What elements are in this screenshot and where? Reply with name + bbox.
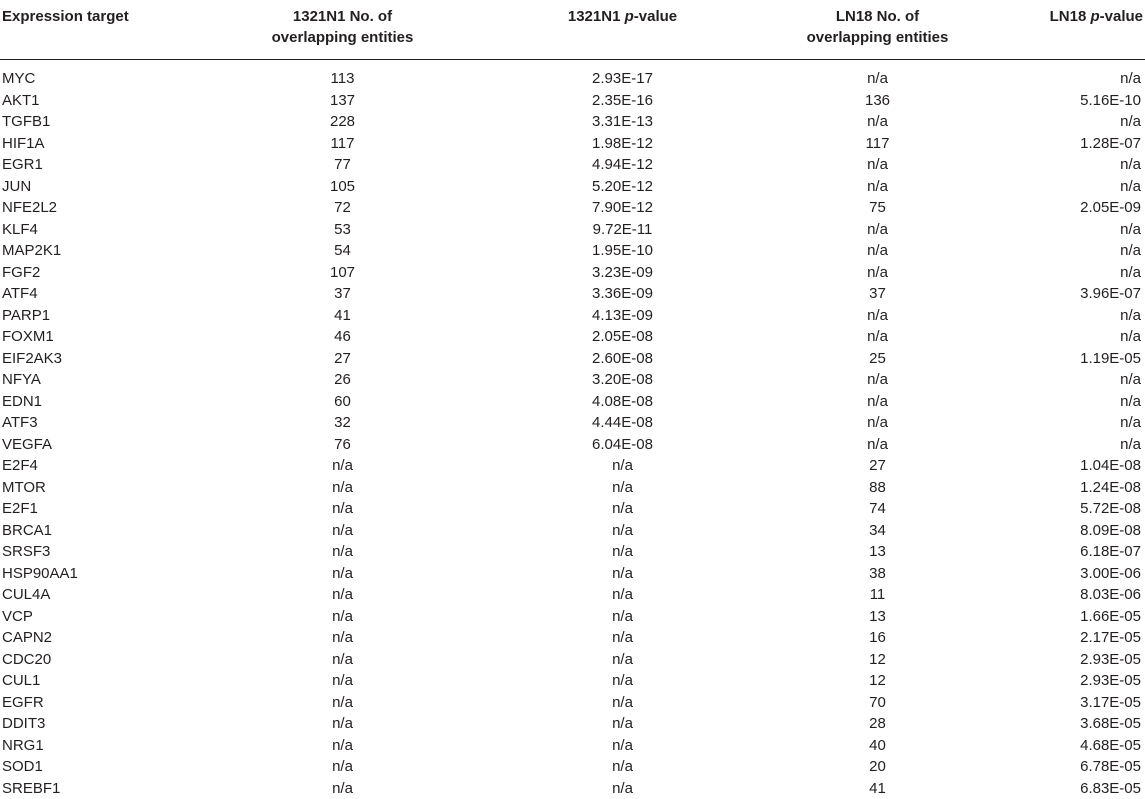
table-row [0,176,1145,198]
cell-ln18-count: 37 [750,283,1005,305]
cell-1321n1-pvalue: 1.95E-10 [495,240,750,262]
header-ln18-count [750,0,1005,60]
cell-ln18-count: 117 [750,133,1005,155]
cell-expression-target: VCP [0,606,190,628]
cell-ln18-pvalue: 1.24E-08 [1005,477,1145,499]
cell-expression-target: EGFR [0,692,190,714]
cell-ln18-pvalue: 1.04E-08 [1005,455,1145,477]
cell-ln18-count: n/a [750,391,1005,413]
cell-ln18-count: 12 [750,670,1005,692]
table-row [0,90,1145,112]
cell-1321n1-count: 117 [190,133,495,155]
cell-1321n1-pvalue: 3.20E-08 [495,369,750,391]
cell-1321n1-pvalue: n/a [495,756,750,778]
cell-ln18-pvalue: n/a [1005,219,1145,241]
cell-1321n1-count: 113 [190,60,495,90]
cell-expression-target: MTOR [0,477,190,499]
cell-ln18-pvalue: 1.19E-05 [1005,348,1145,370]
cell-1321n1-count: n/a [190,606,495,628]
cell-expression-target: ATF3 [0,412,190,434]
table-row [0,60,1145,90]
cell-expression-target: DDIT3 [0,713,190,735]
table-row [0,283,1145,305]
table-row [0,133,1145,155]
table-row [0,477,1145,499]
cell-1321n1-count: n/a [190,692,495,714]
table-body [0,60,1145,799]
cell-ln18-count: n/a [750,305,1005,327]
cell-1321n1-pvalue: 2.93E-17 [495,60,750,90]
cell-ln18-count: n/a [750,434,1005,456]
table-row [0,520,1145,542]
header-ln18-pvalue: LN18 p-value [1005,0,1145,60]
table-row [0,455,1145,477]
cell-1321n1-pvalue: 4.08E-08 [495,391,750,413]
cell-expression-target: E2F1 [0,498,190,520]
cell-1321n1-count: n/a [190,455,495,477]
cell-ln18-count: 88 [750,477,1005,499]
table-row [0,262,1145,284]
cell-ln18-count: 11 [750,584,1005,606]
cell-1321n1-pvalue: n/a [495,520,750,542]
cell-expression-target: EGR1 [0,154,190,176]
cell-ln18-pvalue: 8.03E-06 [1005,584,1145,606]
cell-1321n1-count: n/a [190,584,495,606]
table-row [0,778,1145,799]
cell-1321n1-pvalue: n/a [495,778,750,799]
cell-1321n1-pvalue: 7.90E-12 [495,197,750,219]
cell-ln18-pvalue: 3.96E-07 [1005,283,1145,305]
cell-ln18-pvalue: 3.68E-05 [1005,713,1145,735]
table-row [0,606,1145,628]
cell-expression-target: SREBF1 [0,778,190,799]
cell-1321n1-count: n/a [190,541,495,563]
table-row [0,756,1145,778]
table-row [0,713,1145,735]
cell-ln18-count: 20 [750,756,1005,778]
table-row [0,434,1145,456]
cell-1321n1-count: n/a [190,778,495,799]
cell-expression-target: KLF4 [0,219,190,241]
cell-1321n1-count: 53 [190,219,495,241]
cell-1321n1-count: 26 [190,369,495,391]
cell-1321n1-pvalue: 1.98E-12 [495,133,750,155]
cell-ln18-count: 16 [750,627,1005,649]
cell-ln18-count: n/a [750,154,1005,176]
cell-ln18-count: 74 [750,498,1005,520]
cell-1321n1-count: 77 [190,154,495,176]
cell-expression-target: JUN [0,176,190,198]
cell-ln18-pvalue: 5.16E-10 [1005,90,1145,112]
cell-ln18-pvalue: 2.93E-05 [1005,649,1145,671]
cell-1321n1-pvalue: 4.44E-08 [495,412,750,434]
cell-1321n1-pvalue: 5.20E-12 [495,176,750,198]
cell-ln18-count: n/a [750,262,1005,284]
cell-expression-target: HIF1A [0,133,190,155]
table-row [0,111,1145,133]
cell-ln18-count: 13 [750,541,1005,563]
cell-1321n1-pvalue: n/a [495,477,750,499]
cell-1321n1-count: 32 [190,412,495,434]
cell-expression-target: NFYA [0,369,190,391]
cell-ln18-count: n/a [750,369,1005,391]
cell-1321n1-pvalue: n/a [495,713,750,735]
cell-expression-target: NFE2L2 [0,197,190,219]
cell-1321n1-count: 105 [190,176,495,198]
cell-ln18-pvalue: 8.09E-08 [1005,520,1145,542]
cell-ln18-count: 34 [750,520,1005,542]
cell-1321n1-pvalue: 3.31E-13 [495,111,750,133]
cell-1321n1-count: n/a [190,756,495,778]
cell-1321n1-pvalue: n/a [495,584,750,606]
cell-ln18-pvalue: n/a [1005,434,1145,456]
cell-1321n1-pvalue: 3.23E-09 [495,262,750,284]
cell-expression-target: HSP90AA1 [0,563,190,585]
table-row [0,305,1145,327]
cell-ln18-pvalue: 4.68E-05 [1005,735,1145,757]
cell-ln18-pvalue: n/a [1005,111,1145,133]
cell-expression-target: FOXM1 [0,326,190,348]
cell-1321n1-count: 107 [190,262,495,284]
cell-1321n1-count: 76 [190,434,495,456]
header-row [0,0,1145,60]
table-row [0,412,1145,434]
cell-1321n1-pvalue: n/a [495,692,750,714]
cell-ln18-pvalue: n/a [1005,60,1145,90]
cell-1321n1-pvalue: 3.36E-09 [495,283,750,305]
cell-1321n1-pvalue: 9.72E-11 [495,219,750,241]
cell-ln18-count: 12 [750,649,1005,671]
cell-ln18-pvalue: n/a [1005,305,1145,327]
cell-1321n1-pvalue: n/a [495,649,750,671]
cell-expression-target: PARP1 [0,305,190,327]
cell-1321n1-count: n/a [190,520,495,542]
cell-expression-target: MYC [0,60,190,90]
cell-ln18-count: 40 [750,735,1005,757]
cell-ln18-pvalue: n/a [1005,391,1145,413]
cell-expression-target: AKT1 [0,90,190,112]
cell-ln18-count: n/a [750,176,1005,198]
cell-expression-target: SOD1 [0,756,190,778]
header-1321n1-count [190,0,495,60]
cell-1321n1-pvalue: 2.60E-08 [495,348,750,370]
table-row [0,692,1145,714]
cell-1321n1-pvalue: n/a [495,455,750,477]
header-expression-target: Expression target [0,0,190,60]
header-ln18-count-line1: LN18 No. of [750,6,1005,27]
cell-1321n1-pvalue: n/a [495,606,750,628]
cell-expression-target: EDN1 [0,391,190,413]
cell-expression-target: E2F4 [0,455,190,477]
table-row [0,154,1145,176]
header-1321n1-count-line1: 1321N1 No. of [190,6,495,27]
header-1321n1-pvalue: 1321N1 p-value [495,0,750,60]
table-row [0,649,1145,671]
cell-ln18-pvalue: n/a [1005,240,1145,262]
table-row [0,219,1145,241]
cell-1321n1-pvalue: n/a [495,498,750,520]
table-row [0,584,1145,606]
cell-ln18-pvalue: 2.17E-05 [1005,627,1145,649]
cell-ln18-pvalue: 3.00E-06 [1005,563,1145,585]
cell-expression-target: MAP2K1 [0,240,190,262]
cell-ln18-pvalue: 6.18E-07 [1005,541,1145,563]
cell-ln18-count: 136 [750,90,1005,112]
cell-ln18-pvalue: n/a [1005,412,1145,434]
cell-1321n1-count: 37 [190,283,495,305]
cell-ln18-pvalue: n/a [1005,176,1145,198]
cell-ln18-count: 27 [750,455,1005,477]
table-row [0,498,1145,520]
cell-1321n1-count: n/a [190,627,495,649]
cell-ln18-count: 25 [750,348,1005,370]
cell-ln18-count: n/a [750,412,1005,434]
cell-1321n1-count: n/a [190,477,495,499]
cell-1321n1-count: 54 [190,240,495,262]
cell-ln18-pvalue: 2.05E-09 [1005,197,1145,219]
header-1321n1-count-line2: overlapping entities [190,27,495,48]
cell-1321n1-count: n/a [190,649,495,671]
cell-expression-target: BRCA1 [0,520,190,542]
cell-ln18-count: n/a [750,219,1005,241]
cell-ln18-count: 70 [750,692,1005,714]
cell-expression-target: TGFB1 [0,111,190,133]
table-row [0,670,1145,692]
cell-ln18-pvalue: n/a [1005,369,1145,391]
table-row [0,348,1145,370]
cell-1321n1-pvalue: n/a [495,563,750,585]
cell-ln18-pvalue: n/a [1005,154,1145,176]
cell-1321n1-pvalue: 2.35E-16 [495,90,750,112]
cell-1321n1-pvalue: n/a [495,627,750,649]
cell-1321n1-pvalue: n/a [495,735,750,757]
cell-ln18-pvalue: 5.72E-08 [1005,498,1145,520]
cell-ln18-pvalue: 3.17E-05 [1005,692,1145,714]
cell-ln18-count: 28 [750,713,1005,735]
cell-1321n1-count: 27 [190,348,495,370]
cell-ln18-pvalue: n/a [1005,262,1145,284]
cell-expression-target: CUL1 [0,670,190,692]
cell-expression-target: CAPN2 [0,627,190,649]
cell-1321n1-count: 228 [190,111,495,133]
cell-1321n1-count: 46 [190,326,495,348]
cell-expression-target: ATF4 [0,283,190,305]
cell-1321n1-pvalue: n/a [495,670,750,692]
cell-ln18-count: n/a [750,60,1005,90]
table-row [0,240,1145,262]
cell-1321n1-count: 137 [190,90,495,112]
table-row [0,563,1145,585]
cell-expression-target: CUL4A [0,584,190,606]
cell-ln18-count: 75 [750,197,1005,219]
table-row [0,369,1145,391]
cell-ln18-count: 41 [750,778,1005,799]
cell-ln18-pvalue: 6.83E-05 [1005,778,1145,799]
cell-1321n1-count: n/a [190,563,495,585]
table-row [0,326,1145,348]
table-header [0,0,1145,60]
cell-expression-target: VEGFA [0,434,190,456]
table-row [0,541,1145,563]
cell-ln18-count: n/a [750,111,1005,133]
cell-ln18-pvalue: 2.93E-05 [1005,670,1145,692]
cell-1321n1-count: 72 [190,197,495,219]
cell-expression-target: FGF2 [0,262,190,284]
cell-ln18-pvalue: 1.66E-05 [1005,606,1145,628]
cell-1321n1-pvalue: 4.13E-09 [495,305,750,327]
cell-ln18-count: 38 [750,563,1005,585]
table-row [0,391,1145,413]
cell-ln18-pvalue: 1.28E-07 [1005,133,1145,155]
cell-1321n1-count: 60 [190,391,495,413]
cell-1321n1-count: n/a [190,498,495,520]
cell-1321n1-pvalue: 2.05E-08 [495,326,750,348]
cell-ln18-pvalue: 6.78E-05 [1005,756,1145,778]
table-row [0,197,1145,219]
cell-ln18-count: n/a [750,240,1005,262]
cell-expression-target: SRSF3 [0,541,190,563]
cell-1321n1-pvalue: 4.94E-12 [495,154,750,176]
table-row [0,735,1145,757]
cell-1321n1-pvalue: n/a [495,541,750,563]
cell-ln18-pvalue: n/a [1005,326,1145,348]
table-row [0,627,1145,649]
cell-1321n1-count: n/a [190,670,495,692]
cell-expression-target: NRG1 [0,735,190,757]
header-ln18-count-line2: overlapping entities [750,27,1005,48]
cell-1321n1-count: n/a [190,735,495,757]
cell-expression-target: EIF2AK3 [0,348,190,370]
cell-1321n1-count: n/a [190,713,495,735]
cell-ln18-count: 13 [750,606,1005,628]
cell-ln18-count: n/a [750,326,1005,348]
cell-expression-target: CDC20 [0,649,190,671]
cell-1321n1-count: 41 [190,305,495,327]
cell-1321n1-pvalue: 6.04E-08 [495,434,750,456]
